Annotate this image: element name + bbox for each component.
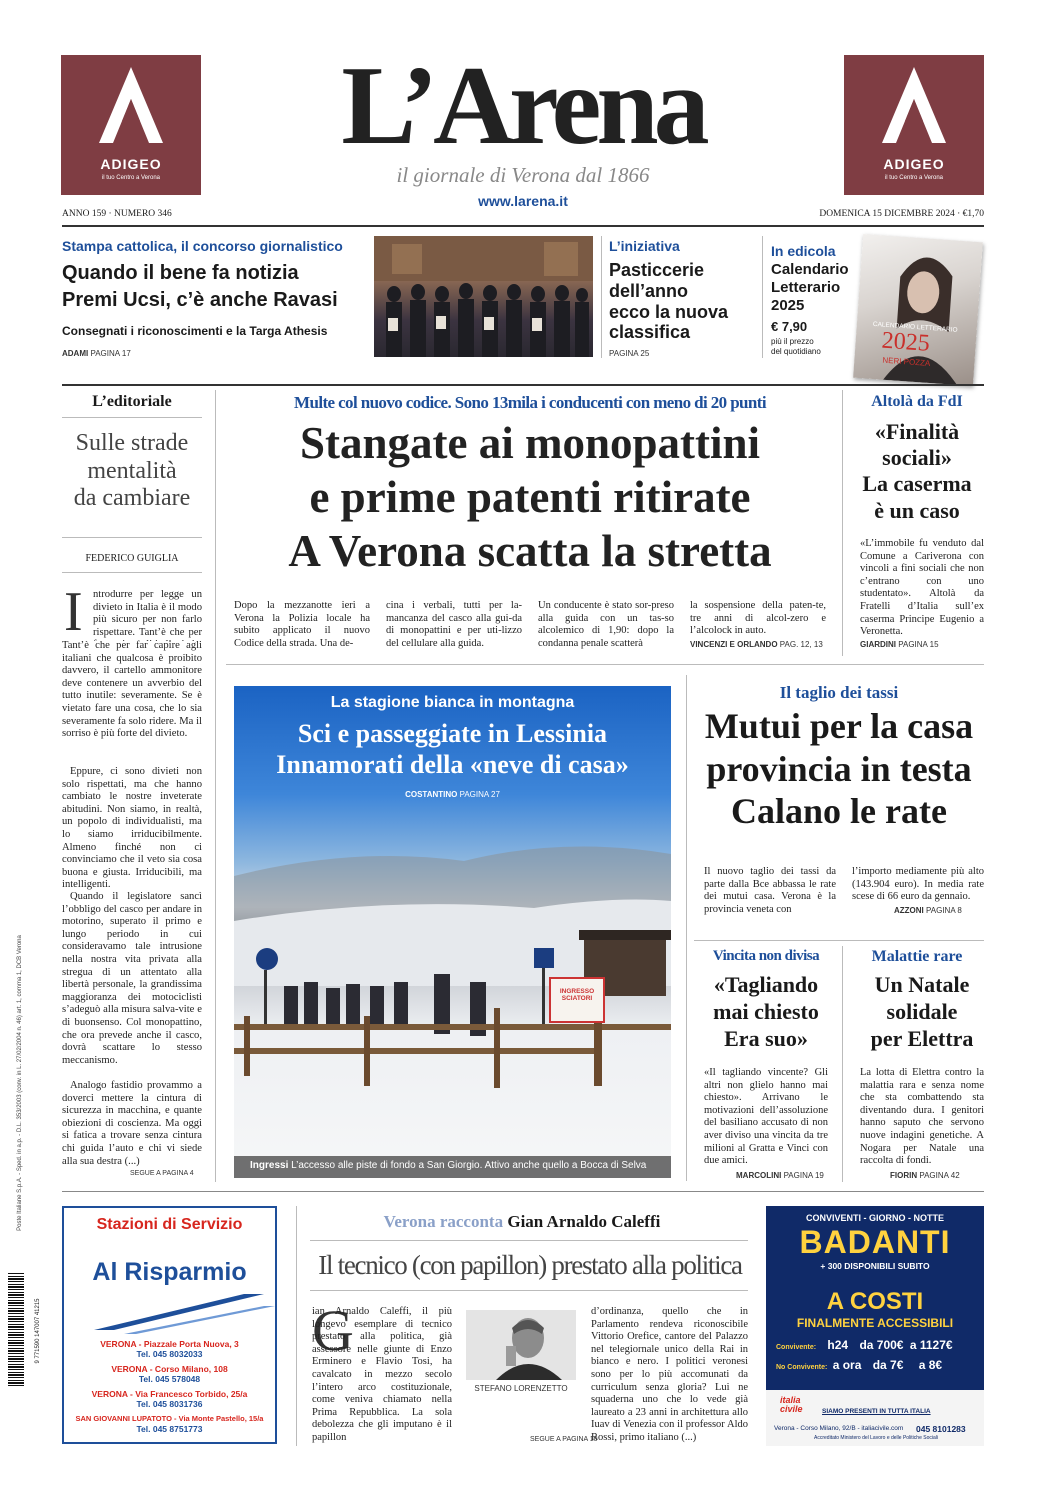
divider (310, 1240, 748, 1241)
postal-note: Poste Italiane S.p.A. - Sped. in a.p. - D.L. 353/2003 (conv. in L. 27/02/2004 n. 46) art. 1, comma 1, DCB Verona (17, 935, 23, 1231)
malattie-title-1: Un Natale (874, 972, 970, 997)
ad-right-top: CONVIVENTI - GIORNO - NOTTE (805, 1213, 944, 1223)
calendar-cover-publisher: NERI POZZA (882, 355, 931, 368)
edicola-kicker: In edicola (771, 243, 836, 259)
main-title-3: A Verona scatta la stretta (288, 526, 772, 576)
ucsi-sub: Consegnati i riconoscimenti e la Targa Athesis (62, 324, 328, 338)
bottom-rule (62, 1191, 984, 1192)
column-divider (686, 675, 687, 1181)
adigeo-logo-right[interactable] (844, 55, 984, 195)
adigeo-a-icon (61, 55, 201, 155)
ski-sign: INGRESSO SCIATORI (559, 988, 595, 1002)
mutui-byline: AZZONI PAGINA 8 (894, 906, 962, 915)
edicola-price-note-1: più il prezzo (771, 337, 814, 346)
iniziativa-kicker: L’iniziativa (609, 238, 680, 254)
divider (601, 236, 602, 358)
portrait-man-photo (466, 1310, 576, 1380)
barcode (8, 1272, 24, 1386)
ad-stazioni-servizio[interactable] (62, 1206, 277, 1444)
issue-date: DOMENICA 15 DICEMBRE 2024 · €1,70 (819, 209, 984, 219)
edicola-title-2: Letterario (771, 279, 841, 296)
adigeo-sub: il tuo Centro a Verona (101, 175, 161, 181)
fdi-title-2: sociali» (882, 445, 952, 470)
edicola-title-1: Calendario (771, 261, 849, 278)
edicola-price: € 7,90 (771, 319, 808, 334)
ad-right-row-2: No Convivente: a ora da 7€ a 8€ (776, 1358, 943, 1372)
calendar-cover (853, 234, 983, 386)
racconta-title: Il tecnico (con papillon) prestato alla politica (318, 1250, 742, 1280)
edicola-title-3: 2025 (771, 297, 805, 314)
calendar-cover-year: 2025 (880, 327, 931, 357)
ad-right-sub: + 300 DISPONIBILI SUBITO (820, 1261, 930, 1271)
racconta-photo (466, 1310, 576, 1380)
ad-left-address-4: SAN GIOVANNI LUPATOTO - Via Monte Pastello, 15/a (75, 1414, 264, 1423)
vincita-title-1: «Tagliando (713, 972, 819, 997)
malattie-title-2: solidale (886, 999, 958, 1024)
adigeo-logo-left[interactable] (61, 55, 201, 195)
fdi-kicker: Altolà da FdI (871, 393, 963, 410)
fdi-title-1: «Finalità (874, 419, 960, 444)
fdi-title-3: La caserma (862, 471, 972, 496)
adigeo-sub: il tuo Centro a Verona (884, 175, 944, 181)
ucsi-byline: ADAMI PAGINA 17 (62, 349, 131, 358)
ad-right-address: Verona - Corso Milano, 92/B - italiacivile.com (774, 1425, 904, 1432)
ad-left-road-graphic (64, 1232, 275, 1292)
ad-right-note: Accreditato Ministero del Lavoro e delle Politiche Sociali (814, 1435, 938, 1441)
racconta-dropcap: G (312, 1298, 354, 1363)
adigeo-label: ADIGEO (883, 156, 945, 172)
column-divider (842, 946, 843, 1182)
header-rule (62, 225, 984, 227)
main-col-3: Un conducente è stato sor-preso alla guida con un tas-so alcolemico di 1,90: dopo la condanna penale scatterà (538, 600, 674, 649)
editoriale-author: FEDERICO GUIGLIA (85, 553, 179, 564)
racconta-col-1: ian Arnaldo Caleffi, il più longevo esemplare di tecnico prestato alla politica, già assessore nelle giunte di Enzo Erminero e Flavio Tosi, ha cavalcato in mezzo secolo l’intero arco costituzionale, come veniva chiamato nella Prima Repubblica. La sola debolezza che gli imputano è il papillon (312, 1306, 452, 1443)
vincita-kicker: Vincita non divisa (712, 948, 820, 964)
main-title-1: Stangate ai monopattini (299, 418, 761, 468)
ad-right-title-3: FINALMENTE ACCESSIBILI (796, 1316, 954, 1330)
ski-byline: COSTANTINO PAGINA 27 (405, 790, 500, 799)
ad-right-title: BADANTI (799, 1224, 951, 1260)
ski-caption: Ingressi L’accesso alle piste di fondo a San Giorgio. Attivo anche quello a Bocca di Selva (250, 1160, 647, 1171)
iniziativa-title-1: Pasticcerie (609, 260, 705, 280)
main-kicker: Multe col nuovo codice. Sono 13mila i conducenti con meno di 20 punti (294, 393, 766, 412)
website-link[interactable]: www.larena.it (478, 193, 568, 209)
mutui-title-2: provincia in testa (706, 749, 972, 789)
fdi-byline: GIARDINI PAGINA 15 (860, 640, 939, 649)
barcode-number: 9 771590 147007 41215 (35, 1298, 41, 1364)
masthead[interactable]: L’Arena (341, 44, 705, 168)
mutui-col-2: l’importo mediamente più alto (143.904 euro). In media rate scese di 66 euro da gennaio. (852, 866, 984, 903)
section-rule (62, 384, 984, 386)
ad-left-stripe-graphic (64, 1290, 275, 1340)
adigeo-label: ADIGEO (100, 156, 162, 172)
ski-kicker: La stagione bianca in montagna (330, 694, 575, 711)
vincita-byline: MARCOLINI PAGINA 19 (736, 1171, 824, 1180)
ad-left-tel-1: Tel. 045 8032033 (136, 1349, 203, 1359)
divider (310, 1290, 748, 1291)
racconta-photo-caption: STEFANO LORENZETTO (474, 1384, 568, 1393)
malattie-byline: FIORIN PAGINA 42 (890, 1171, 960, 1180)
ski-slope-photo (234, 686, 671, 1178)
editoriale-text-3: Quando il legislatore sancì l’obbligo del casco per andare in motorino, superato il primo e lungo periodo in cui consideravamo tale intrusione nella nostra vita privata alla stregua di un attentato alla libertà personale, la grandissima maggioranza dei motociclisti s’adeguò alla misura salva-vite e di buonsenso. Col monopattino, che ora prevede anche il casco, dovrà scattare lo stesso meccanismo. (62, 891, 202, 1066)
fdi-title-4: è un caso (874, 498, 960, 523)
section-divider (694, 940, 984, 941)
group-people-photo (374, 236, 593, 357)
ucsi-title-2: Premi Ucsi, c’è anche Ravasi (62, 289, 338, 311)
edicola-price-note-2: del quotidiano (771, 347, 821, 356)
iniziativa-title-3: ecco la nuova (609, 302, 729, 322)
mutui-col-1: Il nuovo taglio dei tassi da parte dalla Bce abbassa le rate dei mutui casa. Verona è la provincia veneta con (704, 866, 836, 915)
ad-right-title-2: A COSTI (826, 1288, 924, 1315)
ad-right-slogan: SIAMO PRESENTI IN TUTTA ITALIA (822, 1408, 931, 1415)
ad-left-tel-2: Tel. 045 578048 (138, 1374, 201, 1384)
malattie-body: La lotta di Elettra contro la malattia rara e senza nome che sta combattendo sta diventando dura. I genitori hanno saputo che servono nuove indagini genetiche. A Nogara per Natale una raccolta di fondi. (860, 1067, 984, 1167)
main-col-1: Dopo la mezzanotte ieri a Verona la Polizia locale ha subito applicato il nuovo Codice della strada. Una de- (234, 600, 370, 649)
malattie-title-3: per Elettra (870, 1026, 974, 1051)
ski-feature[interactable] (234, 686, 671, 1178)
editoriale-kicker: L’editoriale (92, 393, 172, 410)
divider (62, 572, 202, 573)
ad-right-row-1: Convivente: h24 da 700€ a 1127€ (776, 1338, 953, 1352)
divider (62, 537, 202, 538)
column-divider (215, 390, 216, 1182)
mutui-title-1: Mutui per la casa (704, 706, 974, 746)
ad-left-title-2: Al Risparmio (92, 1258, 247, 1286)
section-divider (226, 664, 984, 665)
editoriale-title-1: Sulle strade (75, 430, 189, 456)
mutui-title-3: Calano le rate (731, 791, 947, 831)
ad-left-address-2: VERONA - Corso Milano, 108 (111, 1364, 228, 1374)
divider (62, 417, 202, 418)
vincita-title-3: Era suo» (724, 1026, 808, 1051)
ski-title-2: Innamorati della «neve di casa» (276, 750, 629, 779)
iniziativa-title-2: dell’anno (609, 281, 689, 301)
ucsi-photo (374, 236, 593, 357)
ad-left-address-3: VERONA - Via Francesco Torbido, 25/a (91, 1389, 248, 1399)
malattie-kicker: Malattie rare (871, 948, 963, 965)
fdi-body: «L’immobile fu venduto dal Comune a Cariverona con vincoli a fini sociali che non c’entrano con uno studentato». Altolà da Fratelli d’Italia sull’ex caserma Principe Eugenio a Veronetta. (860, 538, 984, 638)
ad-badanti[interactable] (766, 1206, 984, 1446)
ski-title-1: Sci e passeggiate in Lessinia (297, 719, 608, 748)
editoriale-dropcap: I (64, 581, 83, 643)
main-col-2: cina i verbali, tutti per la-mancanza del casco alla gui-da di monopattini e per uti-lizzo del cellulare alla guida. (386, 600, 522, 649)
racconta-kicker: Verona racconta Gian Arnaldo Caleffi (383, 1212, 661, 1231)
main-byline: VINCENZI E ORLANDO PAG. 12, 13 (690, 640, 823, 649)
adigeo-a-icon (844, 55, 984, 155)
ucsi-kicker: Stampa cattolica, il concorso giornalistico (62, 238, 343, 254)
divider (762, 236, 763, 358)
tagline: il giornale di Verona dal 1866 (396, 163, 650, 187)
racconta-col-3: d’ordinanza, quello che in Parlamento rendeva riconoscibile Vittorio Orefice, cantore del Palazzo nel telegiornale unico della Rai in bianco e nero. I politici veronesi sono per lo più accomunati da curriculum senza gloria? Lui ne squaderna uno che lo vede già laureato a 23 anni in architettura allo Iuav di Venezia con il professor Aldo Rossi, primo italiano (...) (591, 1306, 748, 1443)
ad-left-title-1: Stazioni di Servizio (96, 1216, 243, 1233)
divider (296, 1206, 297, 1446)
editoriale-title-2: mentalità (87, 458, 177, 484)
iniziativa-title-4: classifica (609, 322, 691, 342)
editoriale-title-3: da cambiare (73, 485, 191, 511)
racconta-continued[interactable]: SEGUE A PAGINA 10 (530, 1436, 598, 1443)
vincita-title-2: mai chiesto (713, 999, 819, 1024)
calendar-cover-label: CALENDARIO LETTERARIO (872, 320, 958, 334)
ad-left-address-1: VERONA - Piazzale Porta Nuova, 3 (100, 1339, 239, 1349)
ad-left-tel-4: Tel. 045 8751773 (136, 1424, 203, 1434)
editoriale-text-lead-cont: Tant’è che per far capire agli italiani che qualcosa è proibito davvero, il cartello ammonitore deve contenere un avverbio del tutto inutile: severamente. Se è vietato fare una cosa, che lo sia severamente fa solo ridere. Ma il sorriso è più forte del divieto. (62, 640, 202, 740)
column-divider (842, 390, 843, 656)
editoriale-text-4: Analogo fastidio provammo a doverci mettere la cintura di sicurezza in macchina, e quante obiezioni di coscienza. Ma oggi si fatica a trovare senza cintura chi guida l’auto e chi vi siede alla sua destra (...) (62, 1080, 202, 1167)
ad-left-tel-3: Tel. 045 8031736 (136, 1399, 203, 1409)
editoriale-text-2: Eppure, ci sono divieti non solo rispettati, ma che hanno cambiato le nostre inveterate abitudini. Non siamo, in realtà, un popolo di individualisti, ma lo siamo irriducibilmente. Almeno finché non ci convinciamo che il veto sia cosa buona e giusta. Irriducibili, ma intelligenti. (62, 766, 202, 891)
editoriale-text-lead: ntrodurre per legge un divieto in Italia è il modo più sicuro per non farlo rispettare. Tant’è che per (93, 589, 202, 638)
editoriale-continued[interactable]: SEGUE A PAGINA 4 (130, 1170, 194, 1177)
iniziativa-page: PAGINA 25 (609, 349, 650, 358)
main-col-4: la sospensione della paten-te, tre anni di alcol-zero e l’alcolock in auto. (690, 600, 826, 637)
main-title-2: e prime patenti ritirate (309, 472, 751, 522)
ucsi-title-1: Quando il bene fa notizia (62, 262, 299, 284)
mutui-kicker: Il taglio dei tassi (779, 683, 899, 702)
ad-right-phone: 045 8101283 (916, 1424, 966, 1434)
issue-number: ANNO 159 · NUMERO 346 (62, 209, 172, 219)
ad-right-brand: italia civile (780, 1395, 803, 1414)
vincita-body: «Il tagliando vincente? Gli altri non glielo hanno mai chiesto». Arrivano le motivazioni dell’assoluzione del basiliano accusato di non aver diviso una vincita da tre milioni al Gratta e Vinci con due amici. (704, 1067, 828, 1167)
